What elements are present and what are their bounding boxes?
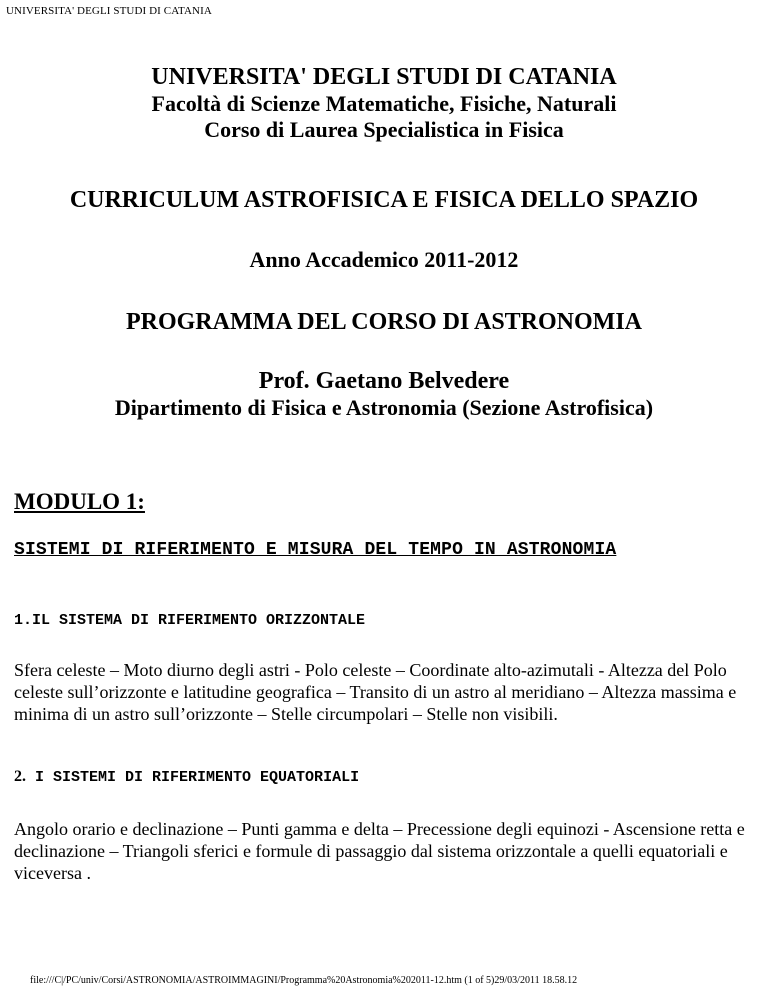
curriculum-title: CURRICULUM ASTROFISICA E FISICA DELLO SPAZIO (69, 187, 699, 213)
section-paragraph: Sfera celeste – Moto diurno degli astri - Polo celeste – Coordinate alto-azimutali - Altezza del Polo celeste sull’orizzonte e latitudine geografica – Transito di un astro al meridiano – Altezza massima e minima di un astro sull’orizzonte – Stelle circumpolari – Stelle non visibili. (14, 660, 737, 724)
section-heading: 1.IL SISTEMA DI RIFERIMENTO ORIZZONTALE (14, 612, 366, 629)
department-name: Dipartimento di Fisica e Astronomia (Sezione Astrofisica) (114, 395, 654, 420)
university-name: UNIVERSITA' DEGLI STUDI DI CATANIA (151, 64, 617, 90)
section-heading (14, 768, 359, 786)
section-heading-text: I SISTEMI DI RIFERIMENTO EQUATORIALI (35, 769, 360, 786)
module-subtitle: SISTEMI DI RIFERIMENTO E MISURA DEL TEMPO IN ASTRONOMIA (14, 540, 617, 560)
faculty-name: Facoltà di Scienze Matematiche, Fisiche, Naturali (151, 91, 617, 116)
section-paragraph: Angolo orario e declinazione – Punti gamma e delta – Precessione degli equinozi - Ascensione retta e declinazione – Triangoli sferici e formule di passaggio dal sistema orizzontale a quelli equatoriali e viceversa . (14, 819, 745, 883)
footer-file-path: file:///C|/PC/univ/Corsi/ASTRONOMIA/ASTROIMMAGINI/Programma%20Astronomia%202011-12.htm (1 of 5)29/03/2011 18.58.12 (30, 975, 578, 986)
module-label: MODULO 1: (14, 489, 145, 514)
section-number: 2. (14, 768, 26, 785)
program-title: PROGRAMMA DEL CORSO DI ASTRONOMIA (125, 309, 643, 335)
running-header: UNIVERSITA' DEGLI STUDI DI CATANIA (6, 5, 212, 17)
title-block (0, 63, 768, 143)
academic-year: Anno Accademico 2011-2012 (249, 247, 519, 272)
degree-name: Corso di Laurea Specialistica in Fisica (204, 117, 564, 142)
professor-name: Prof. Gaetano Belvedere (258, 368, 510, 394)
professor-block (0, 367, 768, 421)
